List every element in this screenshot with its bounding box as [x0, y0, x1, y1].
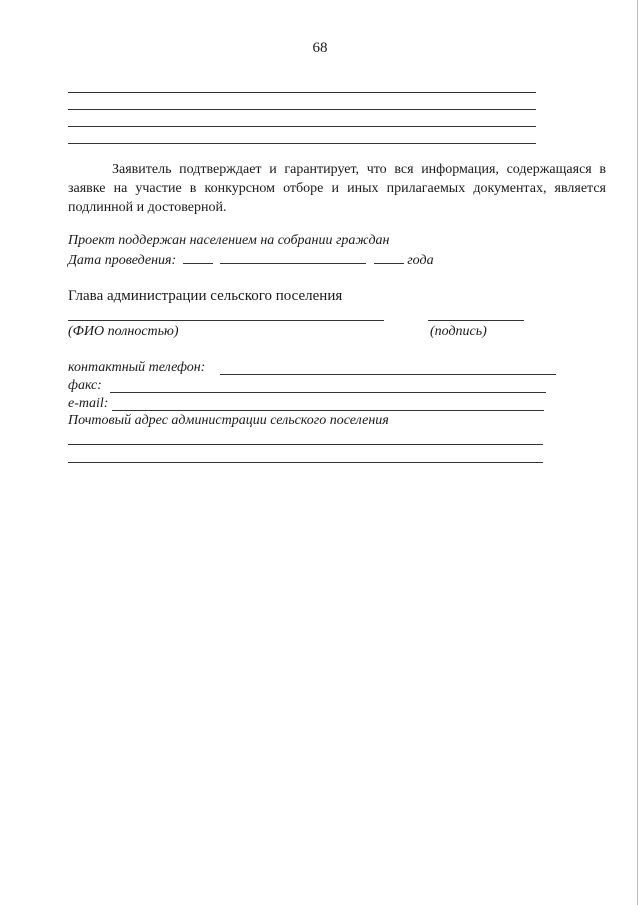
meeting-date-month-field[interactable] — [220, 251, 366, 264]
postal-address-line-2[interactable] — [68, 462, 543, 463]
meeting-date-year-field[interactable] — [374, 251, 404, 264]
phone-field[interactable] — [220, 374, 556, 375]
blank-line-2 — [68, 109, 536, 110]
postal-address-line-1[interactable] — [68, 444, 543, 445]
email-field[interactable] — [112, 410, 544, 411]
page-number: 68 — [312, 40, 328, 56]
meeting-date-row — [68, 251, 434, 269]
blank-line-4 — [68, 143, 536, 144]
statement-text: Заявитель подтверждает и гарантирует, что вся информация, содержащаяся в заявке на участие в конкурсном отборе и иных прилагаемых документах, является подлинной и достоверной. — [68, 162, 606, 215]
fax-label: факс: — [68, 378, 102, 393]
project-supported-label: Проект поддержан населением на собрании граждан — [68, 233, 390, 248]
meeting-date-label: Дата проведения: — [68, 253, 177, 268]
scan-edge — [637, 0, 638, 905]
signature-line — [428, 320, 524, 321]
fio-line — [68, 320, 384, 321]
blank-line-1 — [68, 92, 536, 93]
postal-address-label: Почтовый адрес администрации сельского поселения — [68, 413, 389, 428]
fio-caption: (ФИО полностью) — [68, 324, 179, 339]
email-label: e-mail: — [68, 396, 109, 411]
statement-paragraph — [68, 160, 606, 217]
signature-caption: (подпись) — [430, 324, 487, 339]
blank-line-3 — [68, 126, 536, 127]
fax-field[interactable] — [110, 392, 546, 393]
phone-label: контактный телефон: — [68, 360, 206, 375]
head-title: Глава администрации сельского поселения — [68, 288, 343, 304]
meeting-date-year-suffix: года — [407, 253, 434, 268]
meeting-date-day-field[interactable] — [183, 251, 213, 264]
